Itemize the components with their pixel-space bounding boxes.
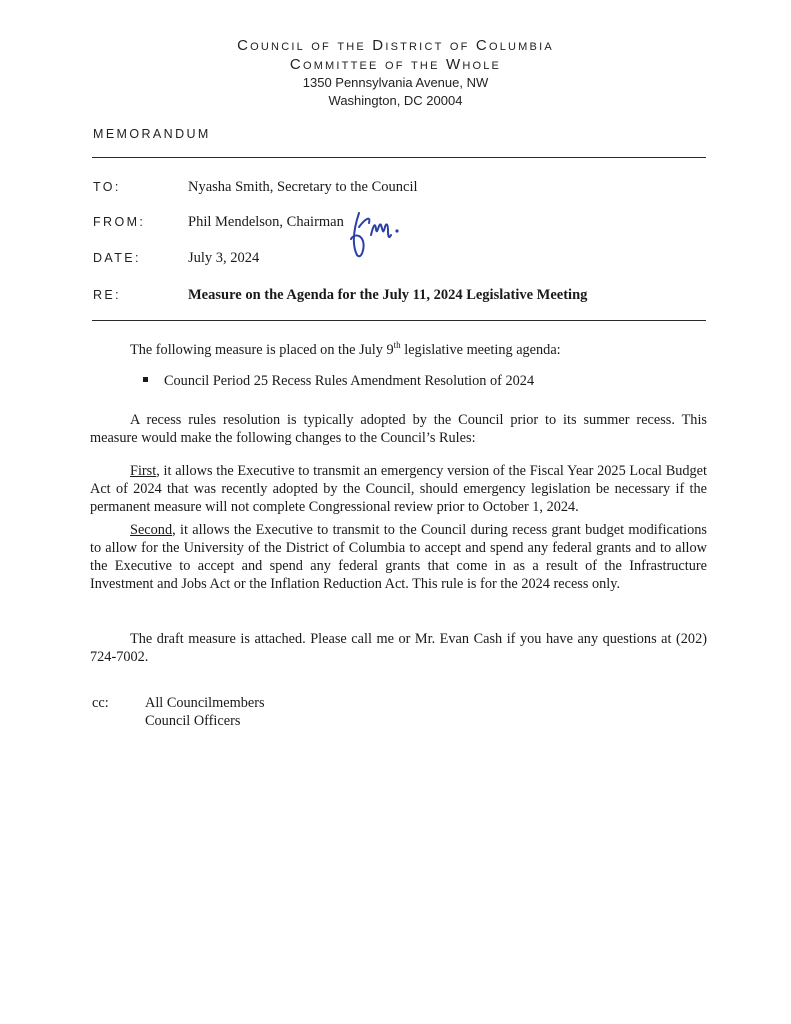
- re-value: Measure on the Agenda for the July 11, 2024 Legislative Meeting: [188, 287, 588, 303]
- cc-recipient-2: Council Officers: [145, 713, 241, 729]
- intro-paragraph: [130, 341, 710, 359]
- cc-label: cc:: [92, 695, 109, 711]
- header-bottom-divider: [92, 320, 706, 321]
- from-label: FROM:: [93, 215, 146, 229]
- date-row: [93, 248, 707, 268]
- paragraph-first: [90, 462, 707, 516]
- memorandum-label: MEMORANDUM: [93, 127, 211, 141]
- re-row: [93, 285, 707, 305]
- paragraph-second: [90, 521, 707, 593]
- letterhead-address-line1: 1350 Pennsylvania Avenue, NW: [302, 75, 489, 90]
- from-value: Phil Mendelson, Chairman: [188, 214, 344, 230]
- date-value: July 3, 2024: [188, 250, 260, 266]
- header-top-divider: [92, 157, 706, 158]
- letterhead-committee: Committee of the Whole: [289, 56, 502, 73]
- paragraph-second-text: , it allows the Executive to transmit to the Council during recess grant budget modifications to allow for the University of the District of Columbia to accept and spend any federal grants and to allow the Executive to accept and spend any federal grants that come in as a result of the Infrastructure Investment and Jobs Act or the Inflation Reduction Act. This rule is for the 2024 recess only.: [90, 522, 707, 592]
- letterhead-org: Council of the District of Columbia: [237, 37, 554, 54]
- paragraph-second-lead: Second: [130, 522, 173, 538]
- bullet-square-icon: [143, 377, 148, 382]
- intro-text-start: The following measure is placed on the July 9: [130, 342, 394, 358]
- measure-bullet-text: Council Period 25 Recess Rules Amendment Resolution of 2024: [164, 373, 535, 389]
- letterhead: [0, 36, 791, 110]
- measure-bullet: [143, 372, 534, 390]
- re-label: RE:: [93, 288, 122, 302]
- to-label: TO:: [93, 180, 121, 194]
- paragraph-first-text: , it allows the Executive to transmit an emergency version of the Fiscal Year 2025 Local Budget Act of 2024 that was recently adopted by the Council, should emergency legislation be necessary if the permanent measure will not complete Congressional review prior to October 1, 2024.: [90, 463, 707, 515]
- letterhead-address-line2: Washington, DC 20004: [328, 93, 463, 108]
- cc-recipient-1: All Councilmembers: [145, 695, 265, 711]
- date-label: DATE:: [93, 251, 141, 265]
- to-row: [93, 177, 707, 197]
- to-value: Nyasha Smith, Secretary to the Council: [188, 179, 418, 195]
- paragraph-first-lead: First: [130, 463, 157, 479]
- cc-list: [145, 694, 265, 730]
- intro-superscript: th: [393, 340, 401, 351]
- paragraph-closing: The draft measure is attached. Please call me or Mr. Evan Cash if you have any questions at (202) 724-7002.: [90, 631, 707, 665]
- intro-text-end: legislative meeting agenda:: [400, 342, 561, 358]
- paragraph-recess-rules: A recess rules resolution is typically adopted by the Council prior to its summer recess. This measure would make the following changes to the Council’s Rules:: [90, 412, 707, 446]
